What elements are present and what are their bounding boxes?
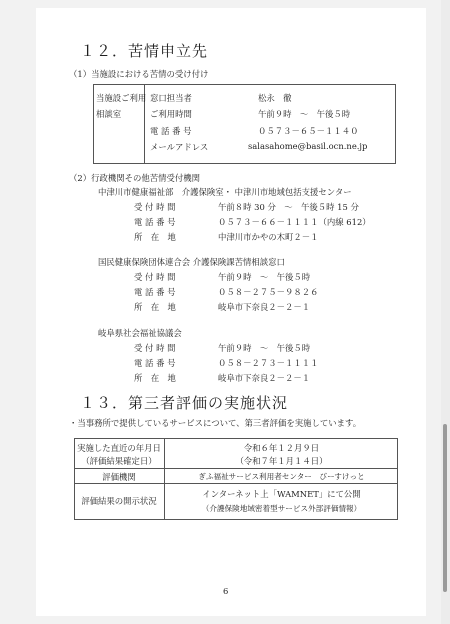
org-2-hours-value: 午前９時 〜 午後５時 [218, 272, 311, 282]
row-1-label-a: 実施した直近の年月日 [77, 443, 161, 453]
org-2-address-value: 岐阜市下奈良２－２－１ [218, 302, 311, 312]
table-row-divider-1 [74, 468, 398, 469]
org-3-phone-label: 電 話 番 号 [134, 358, 176, 368]
document-page [36, 8, 426, 616]
org-3-address-label: 所 在 地 [134, 373, 176, 383]
row-1-label-b: （評価結果確定日） [81, 456, 157, 466]
facility-label-line2: 相談室 [96, 109, 122, 119]
contact-person-value: 松永 徹 [258, 93, 292, 103]
row-1-value-b: （令和７年１月１４日） [235, 456, 328, 466]
subsection-2-heading: （2）行政機関その他苦情受付機関 [69, 173, 200, 183]
org-1-name: 中津川市健康福祉部 介護保険室・ 中津川市地域包括支援センター [98, 187, 352, 197]
row-2-value: ぎふ福祉サービス利用者センター びーすけっと [198, 472, 365, 481]
org-1-hours-value: 午前８時 30 分 〜 午後５時 15 分 [218, 202, 359, 212]
subsection-1-heading: （1）当施設における苦情の受け付け [69, 69, 209, 79]
section-13-intro: ・当事務所で提供しているサービスについて、第三者評価を実施しています。 [69, 418, 362, 428]
org-1-phone-value: ０５７３－６６－１１１１（内線 612） [218, 217, 371, 227]
org-2-hours-label: 受 付 時 間 [134, 272, 176, 282]
phone-label: 電 話 番 号 [150, 126, 192, 136]
email-value: salasahome@basil.ocn.ne.jp [248, 141, 368, 151]
section-13-title: １３．第三者評価の実施状況 [80, 394, 289, 412]
table-row-divider-2 [74, 483, 398, 484]
org-2-phone-label: 電 話 番 号 [134, 287, 176, 297]
phone-value: ０５７３－６５－１１４０ [258, 126, 359, 136]
org-2-address-label: 所 在 地 [134, 302, 176, 312]
row-1-value-a: 令和６年１２月９日 [243, 443, 320, 453]
org-1-address-label: 所 在 地 [134, 232, 176, 242]
hours-label: ご利用時間 [150, 109, 192, 119]
page-number: 6 [223, 586, 229, 596]
org-3-name: 岐阜県社会福祉協議会 [98, 328, 182, 338]
org-1-address-value: 中津川市かやの木町２－１ [218, 232, 319, 242]
org-1-phone-label: 電 話 番 号 [134, 217, 176, 227]
org-3-hours-label: 受 付 時 間 [134, 343, 176, 353]
org-3-address-value: 岐阜市下奈良２－２－１ [218, 373, 311, 383]
contact-person-label: 窓口担当者 [150, 93, 192, 103]
row-2-label: 評価機関 [102, 472, 136, 482]
section-12-title: １２．苦情申立先 [80, 42, 209, 60]
email-label: メールアドレス [150, 142, 209, 152]
facility-label-line1: 当施設ご利用 [96, 93, 147, 103]
org-2-name: 国民健康保険団体連合会 介護保険課苦情相談窓口 [98, 257, 285, 267]
org-3-phone-value: ０５８－２７３－１１１１ [218, 358, 319, 368]
row-3-label: 評価結果の開示状況 [81, 496, 157, 506]
hours-value: 午前９時 〜 午後５時 [258, 109, 351, 119]
scrollbar-thumb[interactable] [443, 424, 447, 592]
org-1-hours-label: 受 付 時 間 [134, 202, 176, 212]
row-3-value-a: インターネット上「WAMNET」にて公開 [202, 489, 361, 499]
row-3-value-b: （介護保険地域密着型サービス外部評価情報） [201, 504, 362, 513]
org-3-hours-value: 午前９時 〜 午後５時 [218, 343, 311, 353]
org-2-phone-value: ０５８－２７５－９８２６ [218, 287, 319, 297]
